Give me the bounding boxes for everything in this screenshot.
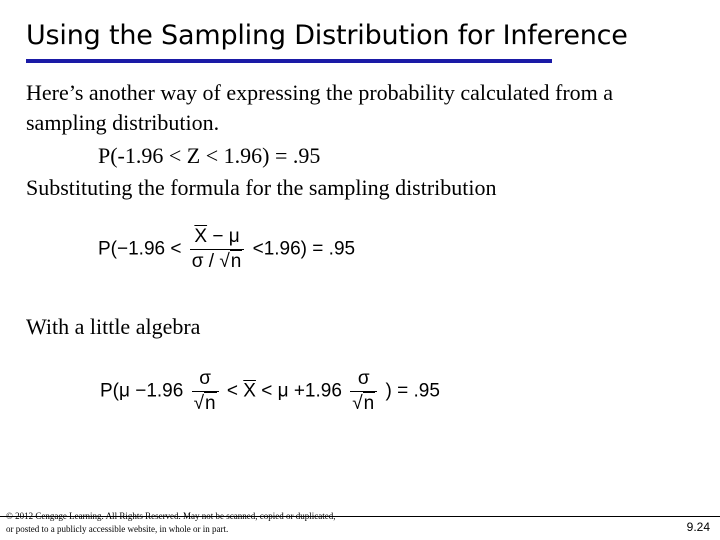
formula-2-left-denominator	[192, 391, 219, 415]
formula-2-right-denominator	[350, 391, 377, 415]
paragraph-intro-continued: sampling distribution.	[26, 110, 220, 135]
sqrt-n-right: √n	[352, 393, 375, 414]
slide-title: Using the Sampling Distribution for Inference	[26, 20, 628, 51]
paragraph-intro: Here’s another way of expressing the probability calculated from a	[26, 80, 614, 105]
paragraph-algebra: With a little algebra	[26, 314, 201, 339]
formula-1-fraction	[190, 226, 245, 273]
sqrt-n: √n	[219, 251, 242, 272]
formula-1-prefix: P(−1.96 <	[98, 238, 182, 260]
sqrt-n-left-radicand: n	[205, 393, 216, 414]
formula-2-right-numerator: σ	[357, 368, 370, 389]
formula-2-middle: < μ +1.96	[255, 380, 342, 402]
x-bar-2: $\overline{X}$	[243, 380, 256, 402]
probability-equation: P(-1.96 < Z < 1.96) = .95	[98, 143, 321, 168]
sqrt-n-left: √n	[193, 393, 216, 414]
formula-1-numerator-rest: − μ	[207, 226, 240, 247]
formula-2-fraction-left	[192, 368, 219, 415]
formula-2-prefix: P(μ −1.96	[100, 380, 184, 402]
paragraph-substituting: Substituting the formula for the sampling distribution	[26, 175, 497, 200]
formula-1-suffix: <1.96) = .95	[252, 238, 356, 260]
slide-number: 9.24	[686, 520, 710, 534]
formula-1-denominator	[190, 249, 245, 273]
standardized-formula	[98, 226, 355, 273]
formula-1-numerator	[192, 226, 241, 249]
title-underline	[26, 59, 552, 63]
sqrt-n-right-radicand: n	[363, 393, 375, 414]
formula-2-suffix: ) = .95	[385, 380, 440, 402]
formula-2-lt: <	[226, 380, 244, 402]
x-bar: $\overline{X}$	[194, 226, 208, 247]
interval-formula	[100, 368, 440, 415]
sqrt-n-radicand: n	[230, 251, 242, 272]
formula-2-fraction-right	[350, 368, 377, 415]
formula-1-sigma: σ /	[191, 251, 220, 272]
copyright-notice: © 2012 Cengage Learning. All Rights Reserved. May not be scanned, copied or duplicated, or posted to a publicly accessible website, in whole or in part.	[6, 511, 336, 534]
formula-2-left-numerator: σ	[199, 368, 211, 389]
